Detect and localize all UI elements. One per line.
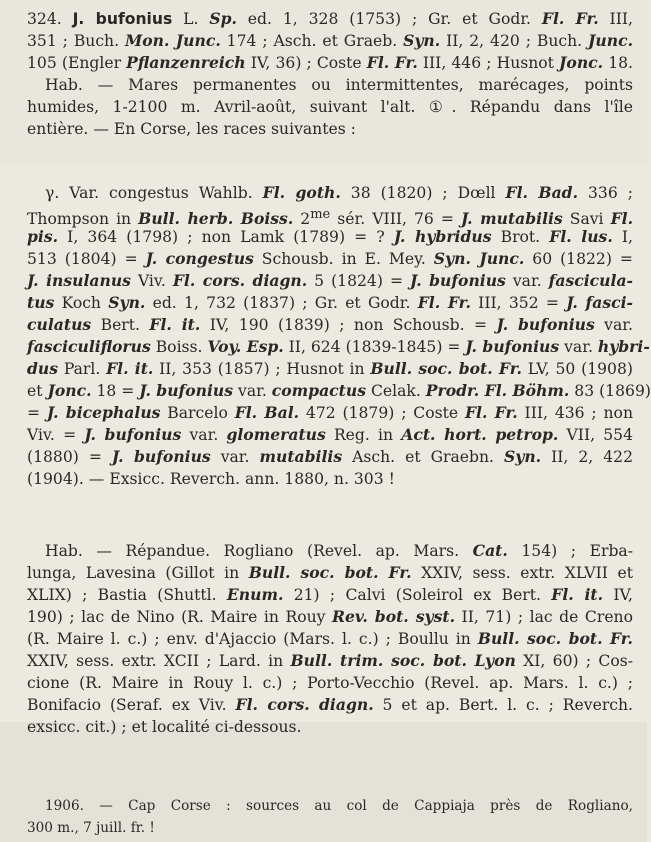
habitat-line: Hab. — Répandue. Rogliano (Revel. ap. Mars. Cat. 154) ; Erba- <box>45 541 633 560</box>
variety-line: fasciculiflorus Boiss. Voy. Esp. II, 624 (1839-1845) = J. bufonius var. hybri- <box>27 337 650 356</box>
variety-line: et Jonc. 18 = J. bufonius var. compactus Celak. Prodr. Fl. Böhm. 83 (1869) <box>27 381 651 400</box>
habitat-line: exsicc. cit.) ; et localité ci-dessous. <box>27 718 302 736</box>
variety-line: (1880) = J. bufonius var. mutabilis Asch. et Graebn. Syn. II, 2, 422 <box>27 447 633 466</box>
habitat-line: XLIX) ; Bastia (Shuttl. Enum. 21) ; Calvi (Soleirol ex Bert. Fl. it. IV, <box>27 585 633 604</box>
variety-line: Viv. = J. bufonius var. glomeratus Reg. in Act. hort. petrop. VII, 554 <box>27 425 634 444</box>
variety-line: tus Koch Syn. ed. 1, 732 (1837) ; Gr. et Godr. Fl. Fr. III, 352 = J. fasci- <box>27 293 634 312</box>
variety-line: (1904). — Exsicc. Reverch. ann. 1880, n. 303 ! <box>27 470 395 488</box>
entry-line: 351 ; Buch. Mon. Junc. 174 ; Asch. et Graeb. Syn. II, 2, 420 ; Buch. Junc. <box>27 31 633 50</box>
variety-line: dus Parl. Fl. it. II, 353 (1857) ; Husnot in Bull. soc. bot. Fr. LV, 50 (1908) <box>27 359 633 378</box>
habitat-line: cione (R. Maire in Rouy l. c.) ; Porto-Vecchio (Revel. ap. Mars. l. c.) ; <box>27 674 633 692</box>
variety-line: pis. I, 364 (1798) ; non Lamk (1789) = ? J. hybridus Brot. Fl. lus. I, <box>27 227 633 246</box>
variety-line: = J. bicephalus Barcelo Fl. Bal. 472 (1879) ; Coste Fl. Fr. III, 436 ; non <box>27 403 633 422</box>
entry-line: entière. — En Corse, les races suivantes : <box>27 120 356 138</box>
habitat-line: 190) ; lac de Nino (R. Maire in Rouy Rev. bot. syst. II, 71) ; lac de Creno <box>27 607 633 626</box>
entry-line: humides, 1-2100 m. Avril-août, suivant l'alt. ①. Répandu dans l'île <box>27 98 633 116</box>
variety-line: culatus Bert. Fl. it. IV, 190 (1839) ; non Schousb. = J. bufonius var. <box>27 315 633 334</box>
habitat-line: XXIV, sess. extr. XCII ; Lard. in Bull. trim. soc. bot. Lyon XI, 60) ; Cos- <box>27 651 634 670</box>
note-line: 300 m., 7 juill. fr. ! <box>27 820 155 836</box>
variety-line: Thompson in Bull. herb. Boiss. $2^{me}$ sér. VIII, 76 = J. mutabilis Savi Fl. <box>27 207 634 229</box>
note-line: 1906. — Cap Corse : sources au col de Cappiaja près de Rogliano, <box>45 798 633 814</box>
entry-line: Hab. — Mares permanentes ou intermittentes, marécages, points <box>45 76 633 94</box>
variety-line: J. insulanus Viv. Fl. cors. diagn. 5 (1824) = J. bufonius var. fascicula- <box>27 271 634 290</box>
habitat-line: (R. Maire l. c.) ; env. d'Ajaccio (Mars. l. c.) ; Boullu in Bull. soc. bot. Fr. <box>27 629 633 648</box>
entry-line: 324. J. bufonius L. Sp. ed. 1, 328 (1753) ; Gr. et Godr. Fl. Fr. III, <box>27 9 633 28</box>
habitat-line: Bonifacio (Seraf. ex Viv. Fl. cors. diagn. 5 et ap. Bert. l. c. ; Reverch. <box>27 695 634 714</box>
variety-line: γ. Var. congestus Wahlb. Fl. goth. 38 (1820) ; Dœll Fl. Bad. 336 ; <box>45 183 633 202</box>
habitat-line: lunga, Lavesina (Gillot in Bull. soc. bot. Fr. XXIV, sess. extr. XLVII et <box>27 563 633 582</box>
entry-line: 105 (Engler Pflanzenreich IV, 36) ; Coste Fl. Fr. III, 446 ; Husnot Jonc. 18. <box>27 53 633 72</box>
variety-line: 513 (1804) = J. congestus Schousb. in E. Mey. Syn. Junc. 60 (1822) = <box>27 249 633 268</box>
